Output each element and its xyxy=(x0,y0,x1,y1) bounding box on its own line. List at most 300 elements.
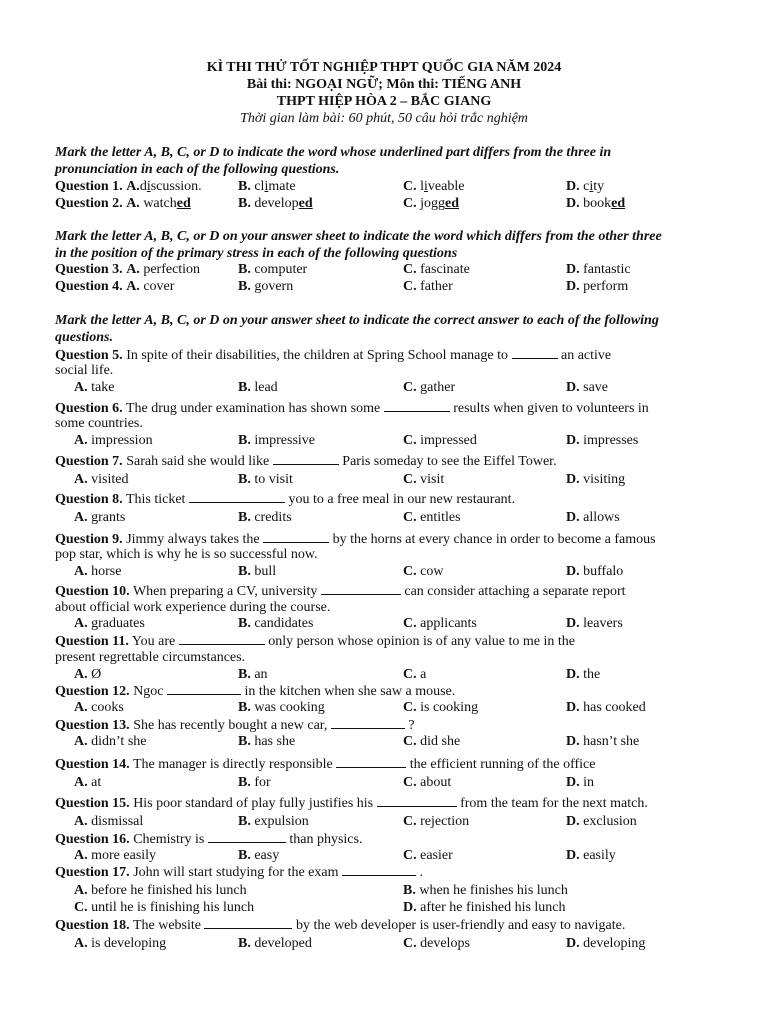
question-text: the efficient running of the office xyxy=(409,757,596,772)
option-letter: A. xyxy=(74,433,88,448)
option-text: ty xyxy=(593,179,605,194)
section-instruction: questions. xyxy=(55,330,113,345)
option-letter: A. xyxy=(74,616,88,631)
option-text: visited xyxy=(91,472,129,487)
option-text: is developing xyxy=(91,936,167,951)
option-text: develop xyxy=(254,196,299,211)
question-text: by the horns at every chance in order to become a famous xyxy=(332,532,656,547)
option-c[interactable] xyxy=(403,178,464,195)
option-b[interactable] xyxy=(238,509,292,526)
option-b[interactable] xyxy=(238,847,279,864)
option-letter: A. xyxy=(74,564,88,579)
option-letter: C. xyxy=(403,564,417,579)
option-text: for xyxy=(254,775,271,790)
option-b[interactable] xyxy=(238,195,313,212)
question-label: Question 17. xyxy=(55,865,130,880)
question-label: Question 2. xyxy=(55,196,123,211)
option-letter: C. xyxy=(403,734,417,749)
option-b[interactable] xyxy=(238,699,325,716)
option-text: govern xyxy=(254,279,294,294)
question-text: only person whose opinion is of any value to me in the xyxy=(268,634,575,649)
option-letter: A. xyxy=(74,700,88,715)
option-b[interactable] xyxy=(238,471,293,488)
option-text: easier xyxy=(420,848,453,863)
option-d[interactable] xyxy=(566,666,600,683)
option-letter: D. xyxy=(566,380,580,395)
option-letter: B. xyxy=(238,700,251,715)
option-text: cooks xyxy=(91,700,124,715)
option-b[interactable] xyxy=(403,882,568,899)
option-d[interactable] xyxy=(566,733,639,750)
option-a[interactable] xyxy=(140,179,202,194)
question-8-stem xyxy=(55,490,515,508)
option-d[interactable] xyxy=(566,699,646,716)
option-c[interactable] xyxy=(403,278,453,295)
option-text: gather xyxy=(420,380,456,395)
option-letter: A. xyxy=(74,848,88,863)
option-letter: C. xyxy=(403,472,417,487)
option-text: before he finished his lunch xyxy=(91,883,247,898)
option-text: exclusion xyxy=(583,814,637,829)
question-text: social life. xyxy=(55,363,114,378)
option-letter: C. xyxy=(403,179,417,194)
option-text: father xyxy=(420,279,453,294)
option-letter: B. xyxy=(238,196,251,211)
option-text: l xyxy=(420,179,425,194)
answer-blank[interactable] xyxy=(384,399,450,412)
option-b[interactable] xyxy=(238,774,271,791)
option-a[interactable] xyxy=(74,699,124,716)
question-text: . xyxy=(419,865,423,880)
option-b[interactable] xyxy=(238,261,307,278)
option-a[interactable] xyxy=(74,847,156,864)
option-text: horse xyxy=(91,564,122,579)
option-a[interactable] xyxy=(74,813,143,830)
option-c[interactable] xyxy=(403,195,459,212)
option-d[interactable] xyxy=(566,615,623,632)
question-text: by the web developer is user-friendly and easy to navigate. xyxy=(295,918,626,933)
section-instruction: in the position of the primary stress in each of the following questions xyxy=(55,246,458,261)
option-c[interactable] xyxy=(403,261,470,278)
question-label: Question 7. xyxy=(55,454,123,469)
question-text: Paris someday to see the Eiffel Tower. xyxy=(342,454,557,469)
option-c[interactable] xyxy=(403,733,460,750)
option-c[interactable] xyxy=(403,509,461,526)
option-letter: C. xyxy=(403,380,417,395)
underlined-part: i xyxy=(589,179,594,194)
option-text: easy xyxy=(254,848,280,863)
option-letter: D. xyxy=(566,616,580,631)
option-text: more easily xyxy=(91,848,157,863)
option-text: mate xyxy=(268,179,296,194)
question-label: Question 5. xyxy=(55,348,123,363)
question-label: Question 6. xyxy=(55,401,123,416)
answer-blank[interactable] xyxy=(208,830,286,843)
question-label: Question 10. xyxy=(55,584,130,599)
option-a[interactable] xyxy=(74,471,128,488)
option-c[interactable] xyxy=(403,935,470,952)
question-label: Question 8. xyxy=(55,492,123,507)
answer-blank[interactable] xyxy=(512,346,558,359)
option-a[interactable] xyxy=(74,666,101,683)
option-letter: B. xyxy=(238,510,251,525)
question-label: Question 16. xyxy=(55,832,130,847)
option-d[interactable] xyxy=(566,563,623,580)
option-letter: C. xyxy=(403,936,417,951)
option-text: develops xyxy=(420,936,470,951)
answer-blank[interactable] xyxy=(263,530,329,543)
option-d[interactable] xyxy=(566,178,604,195)
option-d[interactable] xyxy=(566,261,631,278)
option-a[interactable] xyxy=(74,882,247,899)
option-letter: C. xyxy=(74,900,88,915)
question-4 xyxy=(55,278,174,295)
option-text: an xyxy=(254,667,268,682)
option-letter: A. xyxy=(126,196,140,211)
answer-blank[interactable] xyxy=(377,794,457,807)
option-d[interactable] xyxy=(566,813,637,830)
option-text: scussion. xyxy=(150,179,202,194)
option-letter: D. xyxy=(566,667,580,682)
option-text: the xyxy=(583,667,601,682)
option-letter: B. xyxy=(238,848,251,863)
question-text: John will start studying for the exam xyxy=(133,865,339,880)
question-text: about official work experience during the course. xyxy=(55,600,331,615)
question-18-stem xyxy=(55,916,625,934)
option-a[interactable] xyxy=(140,196,191,211)
option-letter: D. xyxy=(403,900,417,915)
option-text: veable xyxy=(427,179,465,194)
option-d[interactable] xyxy=(566,935,645,952)
option-c[interactable] xyxy=(403,563,443,580)
option-letter: D. xyxy=(566,936,580,951)
option-text: save xyxy=(583,380,609,395)
option-b[interactable] xyxy=(238,813,309,830)
option-letter: A. xyxy=(126,179,140,194)
question-label: Question 1. xyxy=(55,179,123,194)
option-text: expulsion xyxy=(254,814,309,829)
exam-time-note: Thời gian làm bài: 60 phút, 50 câu hỏi trắc nghiệm xyxy=(240,111,528,126)
question-text: The drug under examination has shown some xyxy=(125,401,381,416)
question-label: Question 13. xyxy=(55,718,130,733)
option-letter: B. xyxy=(238,616,251,631)
option-letter: B. xyxy=(238,936,251,951)
option-letter: C. xyxy=(403,433,417,448)
option-c[interactable] xyxy=(403,847,453,864)
option-text: cl xyxy=(254,179,265,194)
option-c[interactable] xyxy=(403,699,478,716)
option-text: is cooking xyxy=(420,700,479,715)
option-text: did she xyxy=(420,734,461,749)
option-d[interactable] xyxy=(566,847,616,864)
option-text: perform xyxy=(583,279,629,294)
option-letter: B. xyxy=(238,262,251,277)
option-letter: D. xyxy=(566,734,580,749)
question-text: pop star, which is why he is so successful now. xyxy=(55,547,318,562)
option-d[interactable] xyxy=(566,509,620,526)
question-11-stem xyxy=(55,632,575,650)
option-letter: A. xyxy=(74,814,88,829)
option-a[interactable] xyxy=(74,379,114,396)
question-text: some countries. xyxy=(55,416,143,431)
option-letter: C. xyxy=(403,814,417,829)
question-text: you to a free meal in our new restaurant. xyxy=(288,492,516,507)
question-6-stem xyxy=(55,399,649,417)
option-letter: C. xyxy=(403,196,417,211)
option-a[interactable] xyxy=(74,774,101,791)
option-letter: C. xyxy=(403,616,417,631)
question-13-stem xyxy=(55,716,415,734)
option-letter: A. xyxy=(126,279,140,294)
option-letter: C. xyxy=(403,667,417,682)
option-text: impressive xyxy=(254,433,315,448)
option-text: after he finished his lunch xyxy=(420,900,566,915)
question-text: Ngoc xyxy=(133,684,164,699)
option-letter: A. xyxy=(126,262,140,277)
option-text: rejection xyxy=(420,814,470,829)
option-text: visiting xyxy=(583,472,626,487)
option-text: when he finishes his lunch xyxy=(419,883,568,898)
option-c[interactable] xyxy=(74,899,254,916)
option-letter: D. xyxy=(566,814,580,829)
exam-subject: Bài thi: NGOẠI NGỮ; Môn thi: TIẾNG ANH xyxy=(246,77,522,92)
underlined-part: i xyxy=(424,179,428,194)
question-label: Question 15. xyxy=(55,796,130,811)
option-b[interactable] xyxy=(238,615,313,632)
question-text: When preparing a CV, university xyxy=(132,584,318,599)
answer-blank[interactable] xyxy=(189,490,285,503)
option-letter: C. xyxy=(403,510,417,525)
answer-blank[interactable] xyxy=(167,682,241,695)
question-text: than physics. xyxy=(289,832,363,847)
option-d[interactable] xyxy=(566,379,608,396)
option-b[interactable] xyxy=(238,379,278,396)
question-3 xyxy=(55,261,200,278)
option-text: in xyxy=(583,775,595,790)
option-letter: C. xyxy=(403,262,417,277)
option-a[interactable]: perfection xyxy=(143,262,201,277)
option-letter: D. xyxy=(566,775,580,790)
question-text: Chemistry is xyxy=(133,832,205,847)
question-text: from the team for the next match. xyxy=(460,796,648,811)
option-letter: A. xyxy=(74,472,88,487)
option-c[interactable] xyxy=(403,813,469,830)
option-letter: D. xyxy=(566,433,580,448)
question-label: Question 11. xyxy=(55,634,129,649)
option-text: didn’t she xyxy=(91,734,147,749)
option-text: developing xyxy=(583,936,646,951)
option-letter: D. xyxy=(566,848,580,863)
option-text: at xyxy=(91,775,102,790)
option-c[interactable] xyxy=(403,666,426,683)
option-letter: D. xyxy=(566,262,580,277)
answer-blank[interactable] xyxy=(179,632,265,645)
answer-blank[interactable] xyxy=(321,582,401,595)
question-text: Sarah said she would like xyxy=(126,454,270,469)
option-letter: B. xyxy=(238,433,251,448)
option-letter: D. xyxy=(566,700,580,715)
answer-blank[interactable] xyxy=(204,916,292,929)
option-b[interactable] xyxy=(238,666,268,683)
question-7-stem xyxy=(55,452,557,470)
question-text: present regrettable circumstances. xyxy=(55,650,246,665)
question-text: The website xyxy=(132,918,201,933)
option-letter: B. xyxy=(403,883,416,898)
option-text: grants xyxy=(91,510,126,525)
option-text: take xyxy=(91,380,115,395)
option-text: was cooking xyxy=(254,700,325,715)
option-text: cow xyxy=(420,564,444,579)
option-text: dismissal xyxy=(91,814,144,829)
option-text: credits xyxy=(254,510,292,525)
option-letter: D. xyxy=(566,279,580,294)
option-b[interactable] xyxy=(238,278,293,295)
option-text: entitles xyxy=(420,510,461,525)
option-text: computer xyxy=(254,262,308,277)
exam-title: KÌ THI THỬ TỐT NGHIỆP THPT QUỐC GIA NĂM 2024 xyxy=(206,60,562,75)
option-a[interactable] xyxy=(74,935,166,952)
question-10-stem xyxy=(55,582,626,600)
question-text: She has recently bought a new car, xyxy=(133,718,328,733)
option-letter: B. xyxy=(238,179,251,194)
underlined-part: ed xyxy=(611,196,626,211)
option-d[interactable] xyxy=(566,471,625,488)
question-text: can consider attaching a separate report xyxy=(404,584,626,599)
underlined-part: ed xyxy=(176,196,191,211)
option-text: jogg xyxy=(420,196,446,211)
option-text: buffalo xyxy=(583,564,624,579)
question-text: You are xyxy=(131,634,176,649)
option-text: until he is finishing his lunch xyxy=(91,900,255,915)
option-text: lead xyxy=(254,380,278,395)
answer-blank[interactable] xyxy=(273,452,339,465)
option-letter: D. xyxy=(566,179,580,194)
question-text: in the kitchen when she saw a mouse. xyxy=(244,684,456,699)
option-letter: B. xyxy=(238,472,251,487)
option-b[interactable] xyxy=(238,733,295,750)
option-letter: A. xyxy=(74,775,88,790)
option-text: candidates xyxy=(254,616,314,631)
question-label: Question 3. xyxy=(55,262,123,277)
option-letter: A. xyxy=(74,510,88,525)
question-label: Question 18. xyxy=(55,918,130,933)
question-text: In spite of their disabilities, the children at Spring School manage to xyxy=(126,348,508,363)
option-letter: C. xyxy=(403,848,417,863)
question-1 xyxy=(55,178,202,195)
option-letter: B. xyxy=(238,667,251,682)
option-letter: B. xyxy=(238,564,251,579)
option-d[interactable] xyxy=(566,278,628,295)
option-letter: D. xyxy=(566,564,580,579)
option-text: to visit xyxy=(254,472,293,487)
option-letter: A. xyxy=(74,883,88,898)
option-letter: C. xyxy=(403,775,417,790)
option-a[interactable] xyxy=(74,509,125,526)
answer-blank[interactable] xyxy=(331,716,405,729)
option-text: easily xyxy=(583,848,616,863)
question-label: Question 12. xyxy=(55,684,130,699)
question-5-stem xyxy=(55,346,611,364)
option-text: impression xyxy=(91,433,153,448)
question-label: Question 9. xyxy=(55,532,123,547)
option-letter: B. xyxy=(238,279,251,294)
option-c[interactable] xyxy=(403,774,451,791)
option-text: fascinate xyxy=(420,262,470,277)
option-text: bull xyxy=(254,564,277,579)
option-text: fantastic xyxy=(583,262,631,277)
option-text: has she xyxy=(254,734,296,749)
option-text: Ø xyxy=(91,667,102,682)
option-c[interactable] xyxy=(403,615,477,632)
question-label: Question 4. xyxy=(55,279,123,294)
option-a[interactable] xyxy=(74,733,146,750)
question-text: Jimmy always takes the xyxy=(126,532,260,547)
option-text: impresses xyxy=(583,433,639,448)
option-c[interactable] xyxy=(403,471,444,488)
option-text: allows xyxy=(583,510,620,525)
option-letter: B. xyxy=(238,814,251,829)
option-text: graduates xyxy=(91,616,145,631)
answer-blank[interactable] xyxy=(336,755,406,768)
option-letter: B. xyxy=(238,775,251,790)
option-a[interactable] xyxy=(74,615,145,632)
option-c[interactable] xyxy=(403,379,455,396)
option-a[interactable] xyxy=(74,563,121,580)
question-15-stem xyxy=(55,794,648,812)
option-letter: A. xyxy=(74,380,88,395)
question-label: Question 14. xyxy=(55,757,130,772)
option-c[interactable] xyxy=(403,432,477,449)
option-text: visit xyxy=(420,472,445,487)
option-letter: C. xyxy=(403,279,417,294)
question-text: The manager is directly responsible xyxy=(132,757,333,772)
option-letter: C. xyxy=(403,700,417,715)
exam-school: THPT HIỆP HÒA 2 – BẮC GIANG xyxy=(276,94,492,109)
option-b[interactable] xyxy=(238,935,312,952)
option-text: d xyxy=(139,179,147,194)
underlined-part: ed xyxy=(298,196,313,211)
option-b[interactable] xyxy=(238,563,276,580)
option-letter: B. xyxy=(238,380,251,395)
option-text: c xyxy=(583,179,590,194)
question-text: an active xyxy=(561,348,612,363)
underlined-part: i xyxy=(146,179,151,194)
question-17-stem xyxy=(55,863,423,881)
option-d[interactable] xyxy=(566,774,594,791)
option-b[interactable] xyxy=(238,432,315,449)
option-letter: A. xyxy=(74,734,88,749)
section-instruction: Mark the letter A, B, C, or D on your answer sheet to indicate the correct answer to each of the following xyxy=(55,313,659,328)
question-text: This ticket xyxy=(125,492,186,507)
section-instruction: Mark the letter A, B, C, or D to indicate the word whose underlined part differs from the three in xyxy=(55,145,612,160)
option-letter: D. xyxy=(566,472,580,487)
option-a[interactable] xyxy=(74,432,153,449)
question-text: ? xyxy=(408,718,415,733)
section-instruction: Mark the letter A, B, C, or D on your answer sheet to indicate the word which differs from the other three xyxy=(55,229,662,244)
option-d[interactable] xyxy=(566,432,638,449)
option-d[interactable] xyxy=(403,899,566,916)
question-12-stem xyxy=(55,682,455,700)
option-text: leavers xyxy=(583,616,623,631)
option-letter: A. xyxy=(74,936,88,951)
option-b[interactable] xyxy=(238,178,296,195)
option-d[interactable] xyxy=(566,195,625,212)
option-text: applicants xyxy=(420,616,477,631)
option-a[interactable]: cover xyxy=(143,279,175,294)
question-14-stem xyxy=(55,755,595,773)
answer-blank[interactable] xyxy=(342,863,416,876)
option-text: about xyxy=(420,775,452,790)
